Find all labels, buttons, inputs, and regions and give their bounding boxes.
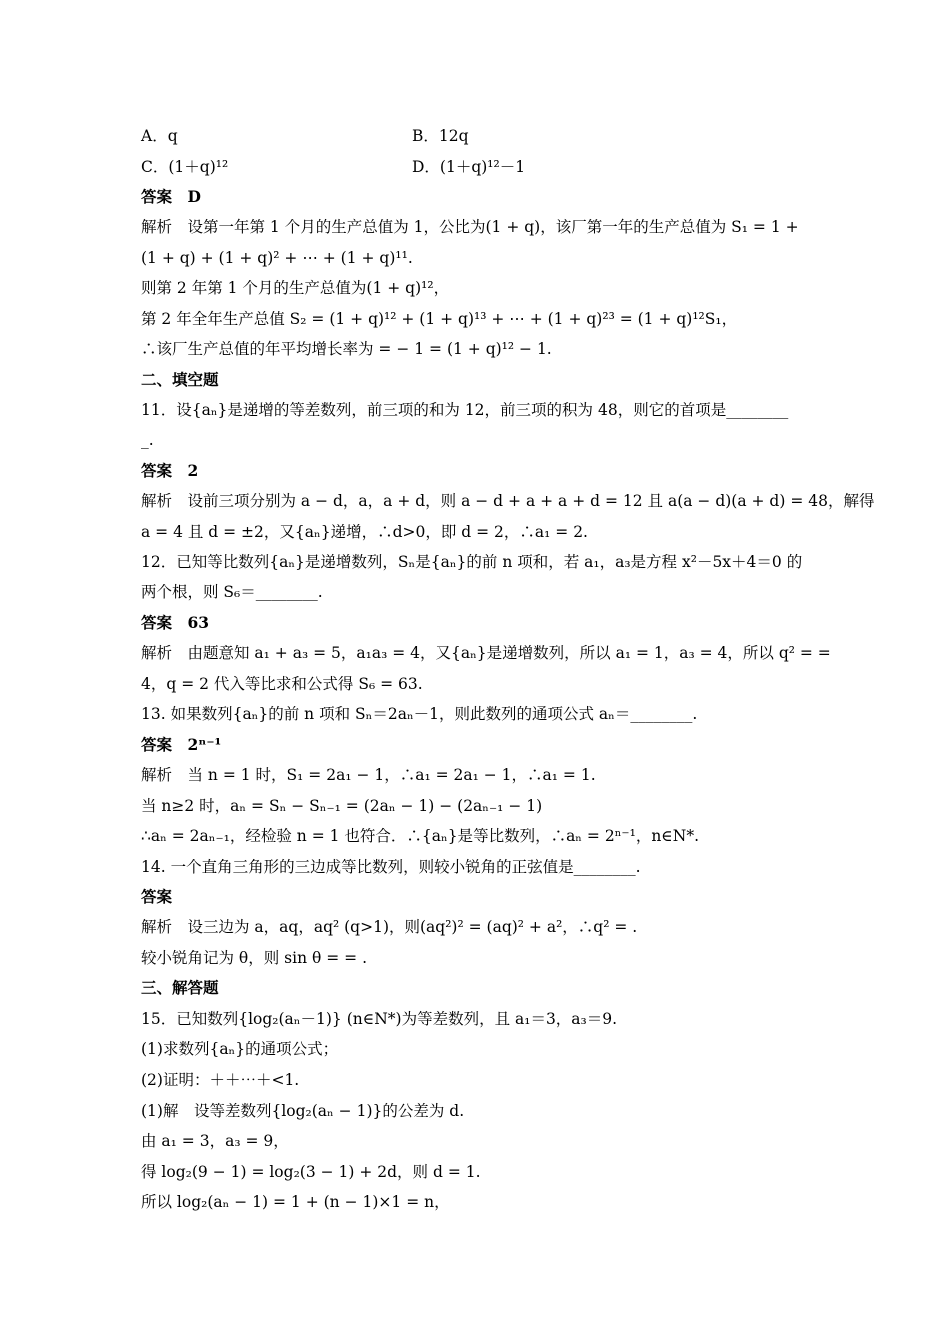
analysis-12-line-1: 解析 由题意知 a₁ + a₃ = 5，a₁a₃ = 4，又{aₙ}是递增数列，所以 a₁ = 1，a₃ = 4，所以 q² = = <box>141 644 831 662</box>
analysis-11-line-1: 解析 设前三项分别为 a − d，a，a + d，则 a − d + a + a + d = 12 且 a(a − d)(a + d) = 48，解得 <box>141 492 875 510</box>
answer-10: 答案 D <box>141 187 201 206</box>
analysis-12-line-2: 4，q = 2 代入等比求和公式得 S₆ = 63. <box>141 675 423 693</box>
answer-14: 答案 <box>141 887 173 906</box>
answer-11: 答案 2 <box>141 461 199 480</box>
section-heading-solutions: 三、解答题 <box>141 978 219 997</box>
solution-15-line-1: (1)解 设等差数列{log₂(aₙ − 1)}的公差为 d. <box>141 1102 465 1120</box>
analysis-14-line-1: 解析 设三边为 a，aq，aq² (q>1)，则(aq²)² = (aq)² + a²，∴q² = . <box>141 918 638 936</box>
question-12-line-2: 两个根，则 S₆＝________. <box>141 583 323 601</box>
solution-15-line-4: 所以 log₂(aₙ − 1) = 1 + (n − 1)×1 = n， <box>141 1193 450 1211</box>
solution-15-line-3: 得 log₂(9 − 1) = log₂(3 − 1) + 2d，则 d = 1. <box>141 1163 481 1181</box>
option-c: C．(1＋q)¹² <box>141 158 229 176</box>
solution-15-line-2: 由 a₁ = 3，a₃ = 9， <box>141 1132 289 1150</box>
answer-12: 答案 63 <box>141 613 210 632</box>
analysis-14-line-2: 较小锐角记为 θ，则 sin θ = = . <box>141 949 368 967</box>
analysis-10-line-3: 则第 2 年第 1 个月的生产总值为(1 + q)¹²， <box>141 279 450 297</box>
question-15: 15．已知数列{log₂(aₙ－1)} (n∈N*)为等差数列，且 a₁＝3，a₃＝9. <box>141 1010 618 1028</box>
section-heading-fill-in: 二、填空题 <box>141 370 219 389</box>
answer-13: 答案 2ⁿ⁻¹ <box>141 735 222 754</box>
analysis-10-line-2: (1 + q) + (1 + q)² + ⋯ + (1 + q)¹¹. <box>141 249 413 267</box>
analysis-13-line-3: ∴aₙ = 2aₙ₋₁，经检验 n = 1 也符合．∴{aₙ}是等比数列，∴aₙ = 2ⁿ⁻¹，n∈N*. <box>141 827 700 845</box>
question-12-line-1: 12．已知等比数列{aₙ}是递增数列，Sₙ是{aₙ}的前 n 项和，若 a₁，a₃是方程 x²－5x＋4＝0 的 <box>141 553 803 571</box>
question-15-part-1: (1)求数列{aₙ}的通项公式； <box>141 1040 339 1058</box>
question-14: 14. 一个直角三角形的三边成等比数列，则较小锐角的正弦值是________. <box>141 858 641 876</box>
option-b: B．12q <box>412 127 469 145</box>
analysis-13-line-1: 解析 当 n = 1 时，S₁ = 2a₁ − 1，∴a₁ = 2a₁ − 1，∴a₁ = 1. <box>141 766 596 784</box>
analysis-13-line-2: 当 n≥2 时，aₙ = Sₙ − Sₙ₋₁ = (2aₙ − 1) − (2aₙ₋₁ − 1) <box>141 797 543 815</box>
question-11-line-2: _. <box>141 431 154 449</box>
question-11-line-1: 11．设{aₙ}是递增的等差数列，前三项的和为 12，前三项的积为 48，则它的首项是________ <box>141 401 789 419</box>
question-15-part-2: (2)证明：＋＋⋯＋<1. <box>141 1071 300 1089</box>
analysis-11-line-2: a = 4 且 d = ±2，又{aₙ}递增，∴d>0，即 d = 2，∴a₁ = 2. <box>141 523 588 541</box>
analysis-10-line-4: 第 2 年全年生产总值 S₂ = (1 + q)¹² + (1 + q)¹³ + ⋯ + (1 + q)²³ = (1 + q)¹²S₁， <box>141 310 738 328</box>
analysis-10-line-5: ∴该厂生产总值的年平均增长率为 = − 1 = (1 + q)¹² − 1. <box>141 340 552 358</box>
option-d: D．(1＋q)¹²－1 <box>412 158 526 176</box>
question-13: 13. 如果数列{aₙ}的前 n 项和 Sₙ＝2aₙ－1，则此数列的通项公式 aₙ＝________. <box>141 705 698 723</box>
option-a: A．q <box>141 127 178 145</box>
analysis-10-line-1: 解析 设第一年第 1 个月的生产总值为 1，公比为(1 + q)，该厂第一年的生产总值为 S₁ = 1 + <box>141 218 799 236</box>
